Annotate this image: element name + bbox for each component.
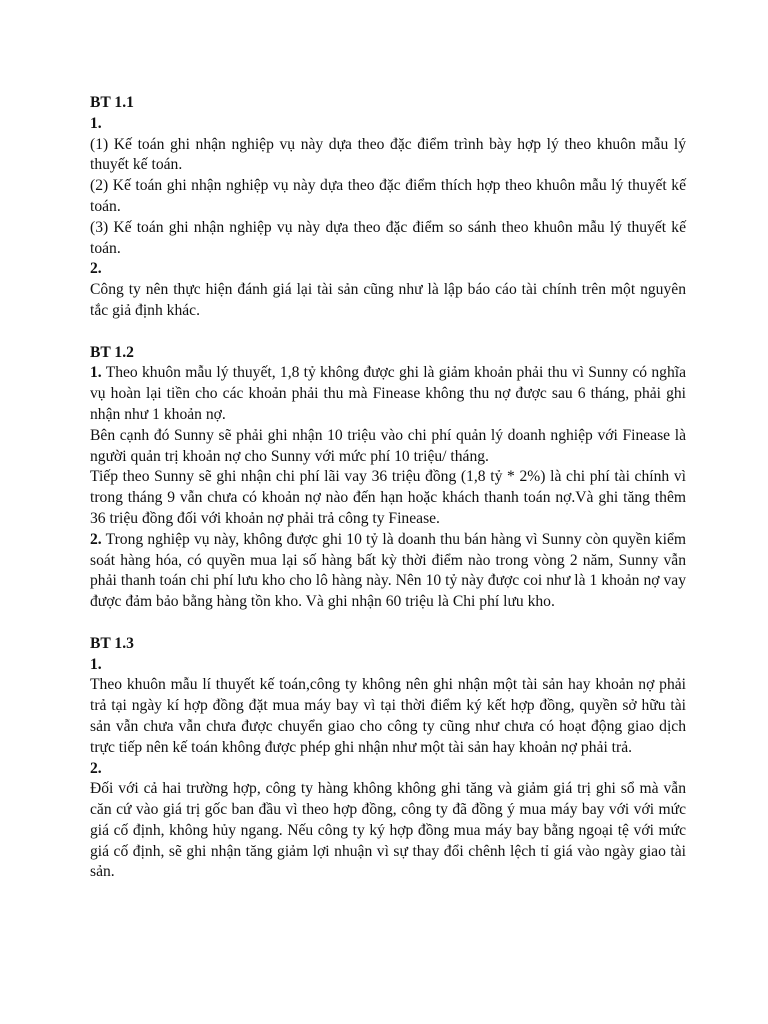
paragraph [90,114,686,135]
item-number: 2. [90,260,102,278]
paragraph-text: Theo khuôn mẫu lý thuyết, 1,8 tỷ không được ghi là giảm khoản phải thu vì Sunny có nghĩa vụ hoàn lại tiền cho các khoản phải thu mà Finease không thu nợ được sau 6 tháng, phải ghi nhận như 1 khoản nợ. [90,364,686,423]
paragraph-text: (3) Kế toán ghi nhận nghiệp vụ này dựa theo đặc điểm so sánh theo khuôn mẫu lý thuyết kế toán. [90,218,686,257]
paragraph-text: Tiếp theo Sunny sẽ ghi nhận chi phí lãi vay 36 triệu đồng (1,8 tỷ * 2%) là chi phí tài chính vì trong tháng 9 vẫn chưa có khoản nợ nào đến hạn hoặc khách thanh toán nợ.Và ghi tăng thêm 36 triệu đồng đối với khoản nợ phải trả công ty Finease. [90,468,686,527]
section-bt-1-2 [90,343,686,613]
document-content [90,93,686,904]
section-title: BT 1.3 [90,634,134,652]
section-bt-1-1 [90,93,686,322]
paragraph [90,259,686,280]
item-number: 1. [90,364,102,382]
paragraph-text: Bên cạnh đó Sunny sẽ phải ghi nhận 10 triệu vào chi phí quản lý doanh nghiệp với Finease là người quản trị khoản nợ cho Sunny với mức phí 10 triệu/ tháng. [90,426,686,465]
section-title: BT 1.1 [90,94,134,111]
paragraph [90,363,686,425]
item-number: 2. [90,530,102,548]
paragraph [90,675,686,758]
section-bt-1-3 [90,634,686,884]
paragraph [90,280,686,322]
paragraph-text: Theo khuôn mẫu lí thuyết kế toán,công ty không nên ghi nhận một tài sản hay khoản nợ phải trả tại ngày kí hợp đồng đặt mua máy bay vì tại thời điểm ký kết hợp đồng, quyền sở hữu tài sản vẫn chưa vẫn chưa được chuyển giao cho công ty cũng như chưa có hoạt động giao dịch trực tiếp nên kế toán không được phép ghi nhận như một tài sản hay khoản nợ phải trả. [90,676,686,756]
paragraph [90,218,686,260]
paragraph-text: Đối với cả hai trường hợp, công ty hàng không không ghi tăng và giảm giá trị ghi sổ mà vẫn căn cứ vào giá trị gốc ban đầu vì theo hợp đồng, công ty đã đồng ý mua máy bay với với mức giá cố định, không hủy ngang. Nếu công ty ký hợp đồng mua máy bay bằng ngoại tệ với mức giá cố định, sẽ ghi nhận tăng giảm lợi nhuận vì sự thay đổi chênh lệch tỉ giá vào ngày giao tài sản. [90,780,686,881]
paragraph [90,176,686,218]
paragraph [90,426,686,468]
paragraph [90,655,686,676]
paragraph [90,779,686,883]
paragraph [90,530,686,613]
paragraph [90,467,686,529]
item-number: 2. [90,759,102,777]
section-title: BT 1.2 [90,343,134,361]
paragraph-text: Trong nghiệp vụ này, không được ghi 10 tỷ là doanh thu bán hàng vì Sunny còn quyền kiểm soát hàng hóa, có quyền mua lại số hàng bất kỳ thời điểm nào trong vòng 2 năm, Sunny vẫn phải thanh toán chi phí lưu kho cho lô hàng này. Nên 10 tỷ này được coi như là 1 khoản nợ vay được đảm bảo bằng hàng tồn kho. Và ghi nhận 60 triệu là Chi phí lưu kho. [90,530,686,611]
paragraph-text: Công ty nên thực hiện đánh giá lại tài sản cũng như là lập báo cáo tài chính trên một nguyên tắc giả định khác. [90,281,686,319]
paragraph-text: (2) Kế toán ghi nhận nghiệp vụ này dựa theo đặc điểm thích hợp theo khuôn mẫu lý thuyết kế toán. [90,177,686,215]
item-number: 1. [90,114,102,132]
paragraph [90,135,686,177]
item-number: 1. [90,655,102,673]
paragraph-text: (1) Kế toán ghi nhận nghiệp vụ này dựa theo đặc điểm trình bày hợp lý theo khuôn mẫu lý thuyết kế toán. [90,135,686,174]
paragraph [90,759,686,780]
